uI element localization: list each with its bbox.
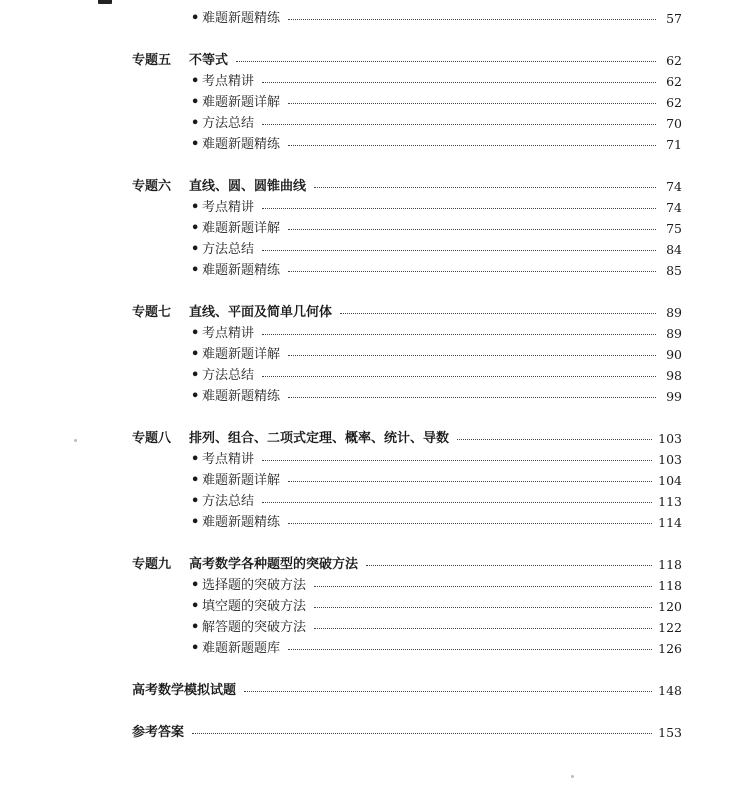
toc-section-entry[interactable] xyxy=(191,575,682,596)
dot-leader xyxy=(262,334,656,335)
toc-section-entry[interactable] xyxy=(191,344,682,365)
toc-section-entry[interactable] xyxy=(191,470,682,491)
toc-section-entry[interactable] xyxy=(191,218,682,239)
bullet-icon: • xyxy=(191,200,200,215)
toc-chapter-entry[interactable] xyxy=(132,50,682,71)
bullet-icon: • xyxy=(191,221,200,236)
toc-page-number: 126 xyxy=(658,641,682,656)
toc-section-entry[interactable] xyxy=(191,617,682,638)
toc-entry-title xyxy=(132,680,236,701)
toc-entry-title xyxy=(132,302,332,323)
toc-section-entry[interactable] xyxy=(191,386,682,407)
bullet-icon: • xyxy=(191,494,200,509)
toc-entry-title xyxy=(191,386,280,407)
toc-entry-title xyxy=(191,491,254,512)
toc-entry-title xyxy=(191,218,280,239)
toc-entry-label: 直线、平面及简单几何体 xyxy=(189,305,333,320)
toc-entry-title xyxy=(191,365,254,386)
toc-page-number: 120 xyxy=(658,599,682,614)
toc-section-entry[interactable] xyxy=(191,491,682,512)
toc-entry-label: 方法总结 xyxy=(202,116,255,131)
dot-leader xyxy=(314,187,656,188)
toc-entry-title xyxy=(191,449,254,470)
toc-section-entry[interactable] xyxy=(191,239,682,260)
toc-entry-title xyxy=(191,113,254,134)
toc-entry-title xyxy=(191,134,280,155)
toc-entry-title xyxy=(132,722,184,743)
toc-page-number: 74 xyxy=(666,200,682,215)
toc-entry-label: 难题新题精练 xyxy=(202,389,281,404)
toc-chapter-number: 专题六 xyxy=(132,179,172,194)
toc-entry-title xyxy=(191,260,280,281)
toc-entry-title xyxy=(191,8,280,29)
toc-entry-label: 排列、组合、二项式定理、概率、统计、导数 xyxy=(189,431,450,446)
toc-entry-label: 难题新题精练 xyxy=(202,11,281,26)
toc-section-entry[interactable] xyxy=(191,113,682,134)
dot-leader xyxy=(366,565,652,566)
dot-leader xyxy=(288,271,656,272)
toc-entry-label: 考点精讲 xyxy=(202,452,255,467)
toc-page-number: 84 xyxy=(666,242,682,257)
toc-chapter-entry[interactable] xyxy=(132,722,682,743)
toc-entry-label: 难题新题精练 xyxy=(202,263,281,278)
toc-section-entry[interactable] xyxy=(191,8,682,29)
toc-page-number: 118 xyxy=(658,557,682,572)
dot-leader xyxy=(288,145,656,146)
toc-section-entry[interactable] xyxy=(191,71,682,92)
toc-page-number: 62 xyxy=(666,74,682,89)
dot-leader xyxy=(244,691,652,692)
dot-leader xyxy=(262,82,656,83)
toc-entry-label: 难题新题详解 xyxy=(202,473,281,488)
dot-leader xyxy=(192,733,652,734)
dot-leader xyxy=(288,397,656,398)
toc-chapter-number: 专题七 xyxy=(132,305,172,320)
dot-leader xyxy=(262,250,656,251)
toc-section-entry[interactable] xyxy=(191,365,682,386)
toc-entry-title xyxy=(191,92,280,113)
toc-page-number: 153 xyxy=(658,725,682,740)
toc-section-entry[interactable] xyxy=(191,260,682,281)
toc-chapter-entry[interactable] xyxy=(132,176,682,197)
toc-entry-label: 难题新题详解 xyxy=(202,95,281,110)
toc-entry-title xyxy=(191,239,254,260)
toc-entry-label: 不等式 xyxy=(189,53,229,68)
bullet-icon: • xyxy=(191,116,200,131)
dot-leader xyxy=(288,481,652,482)
toc-entry-title xyxy=(191,470,280,491)
toc-page-number: 71 xyxy=(666,137,682,152)
toc-entry-title xyxy=(191,344,280,365)
toc-entry-label: 考点精讲 xyxy=(202,200,255,215)
bullet-icon: • xyxy=(191,389,200,404)
toc-entry-title xyxy=(191,617,306,638)
toc-entry-label: 方法总结 xyxy=(202,242,255,257)
toc-page-number: 75 xyxy=(666,221,682,236)
bullet-icon: • xyxy=(191,452,200,467)
toc-page-number: 104 xyxy=(658,473,682,488)
scan-speck xyxy=(571,775,574,778)
dot-leader xyxy=(262,502,652,503)
toc-page-number: 62 xyxy=(666,95,682,110)
toc-section-entry[interactable] xyxy=(191,92,682,113)
toc-entry-label: 填空题的突破方法 xyxy=(202,599,307,614)
toc-entry-label: 高考数学各种题型的突破方法 xyxy=(189,557,359,572)
toc-entry-title xyxy=(191,575,306,596)
toc-entry-label: 难题新题精练 xyxy=(202,137,281,152)
toc-entry-title xyxy=(191,638,280,659)
toc-page-number: 85 xyxy=(666,263,682,278)
dot-leader xyxy=(288,103,656,104)
bullet-icon: • xyxy=(191,347,200,362)
toc-entry-label: 难题新题精练 xyxy=(202,515,281,530)
bullet-icon: • xyxy=(191,74,200,89)
bullet-icon: • xyxy=(191,368,200,383)
dot-leader xyxy=(288,19,656,20)
toc-page-number: 89 xyxy=(666,326,682,341)
toc-entry-title xyxy=(132,50,228,71)
dot-leader xyxy=(262,208,656,209)
toc-page-number: 118 xyxy=(658,578,682,593)
toc-page-number: 103 xyxy=(658,452,682,467)
toc-entry-label: 难题新题详解 xyxy=(202,347,281,362)
toc-entry-title xyxy=(191,71,254,92)
toc-chapter-entry[interactable] xyxy=(132,680,682,701)
toc-entry-label: 难题新题题库 xyxy=(202,641,281,656)
toc-entry-label: 方法总结 xyxy=(202,494,255,509)
bullet-icon: • xyxy=(191,263,200,278)
toc-entry-label: 考点精讲 xyxy=(202,326,255,341)
dot-leader xyxy=(314,628,652,629)
bullet-icon: • xyxy=(191,515,200,530)
toc-section-entry[interactable] xyxy=(191,134,682,155)
toc-chapter-entry[interactable] xyxy=(132,428,682,449)
dot-leader xyxy=(314,607,652,608)
toc-entry-label: 方法总结 xyxy=(202,368,255,383)
toc-entry-title xyxy=(191,596,306,617)
dot-leader xyxy=(288,649,652,650)
toc-entry-label: 选择题的突破方法 xyxy=(202,578,307,593)
dot-leader xyxy=(288,523,652,524)
bullet-icon: • xyxy=(191,137,200,152)
toc-section-entry[interactable] xyxy=(191,638,682,659)
bullet-icon: • xyxy=(191,578,200,593)
toc-page-number: 57 xyxy=(666,11,682,26)
toc-chapter-number: 专题八 xyxy=(132,431,172,446)
toc-page-number: 148 xyxy=(658,683,682,698)
bullet-icon: • xyxy=(191,599,200,614)
bullet-icon: • xyxy=(191,641,200,656)
toc-page-number: 98 xyxy=(666,368,682,383)
toc-entry-title xyxy=(191,512,280,533)
toc-chapter-entry[interactable] xyxy=(132,554,682,575)
toc-page-number: 99 xyxy=(666,389,682,404)
toc-entry-label: 考点精讲 xyxy=(202,74,255,89)
toc-entry-label: 直线、圆、圆锥曲线 xyxy=(189,179,307,194)
bullet-icon: • xyxy=(191,242,200,257)
toc-section-entry[interactable] xyxy=(191,323,682,344)
dot-leader xyxy=(236,61,656,62)
dot-leader xyxy=(314,586,652,587)
toc-entry-label: 难题新题详解 xyxy=(202,221,281,236)
toc-page-number: 103 xyxy=(658,431,682,446)
dot-leader xyxy=(262,124,656,125)
toc-chapter-number: 专题五 xyxy=(132,53,172,68)
toc-section-entry[interactable] xyxy=(191,512,682,533)
dot-leader xyxy=(457,439,652,440)
toc-section-entry[interactable] xyxy=(191,197,682,218)
toc-page-number: 62 xyxy=(666,53,682,68)
toc-entry-label: 高考数学模拟试题 xyxy=(132,683,237,698)
toc-page-number: 113 xyxy=(658,494,682,509)
scan-speck xyxy=(74,439,77,442)
dot-leader xyxy=(262,460,652,461)
bullet-icon: • xyxy=(191,95,200,110)
toc-page-number: 114 xyxy=(658,515,682,530)
toc-entry-title xyxy=(132,428,449,449)
bullet-icon: • xyxy=(191,620,200,635)
toc-page-number: 74 xyxy=(666,179,682,194)
toc-page-number: 90 xyxy=(666,347,682,362)
toc-entry-title xyxy=(191,323,254,344)
toc-chapter-number: 专题九 xyxy=(132,557,172,572)
toc-page-number: 89 xyxy=(666,305,682,320)
dot-leader xyxy=(340,313,656,314)
toc-entry-label: 解答题的突破方法 xyxy=(202,620,307,635)
bullet-icon: • xyxy=(191,11,200,26)
dot-leader xyxy=(288,355,656,356)
toc-section-entry[interactable] xyxy=(191,449,682,470)
dot-leader xyxy=(288,229,656,230)
toc-entry-title xyxy=(132,176,306,197)
toc-chapter-entry[interactable] xyxy=(132,302,682,323)
toc-entry-title xyxy=(132,554,358,575)
bullet-icon: • xyxy=(191,473,200,488)
bullet-icon: • xyxy=(191,326,200,341)
toc-section-entry[interactable] xyxy=(191,596,682,617)
toc-page-number: 70 xyxy=(666,116,682,131)
toc-entry-label: 参考答案 xyxy=(132,725,185,740)
dot-leader xyxy=(262,376,656,377)
toc-entry-title xyxy=(191,197,254,218)
toc-page-number: 122 xyxy=(658,620,682,635)
